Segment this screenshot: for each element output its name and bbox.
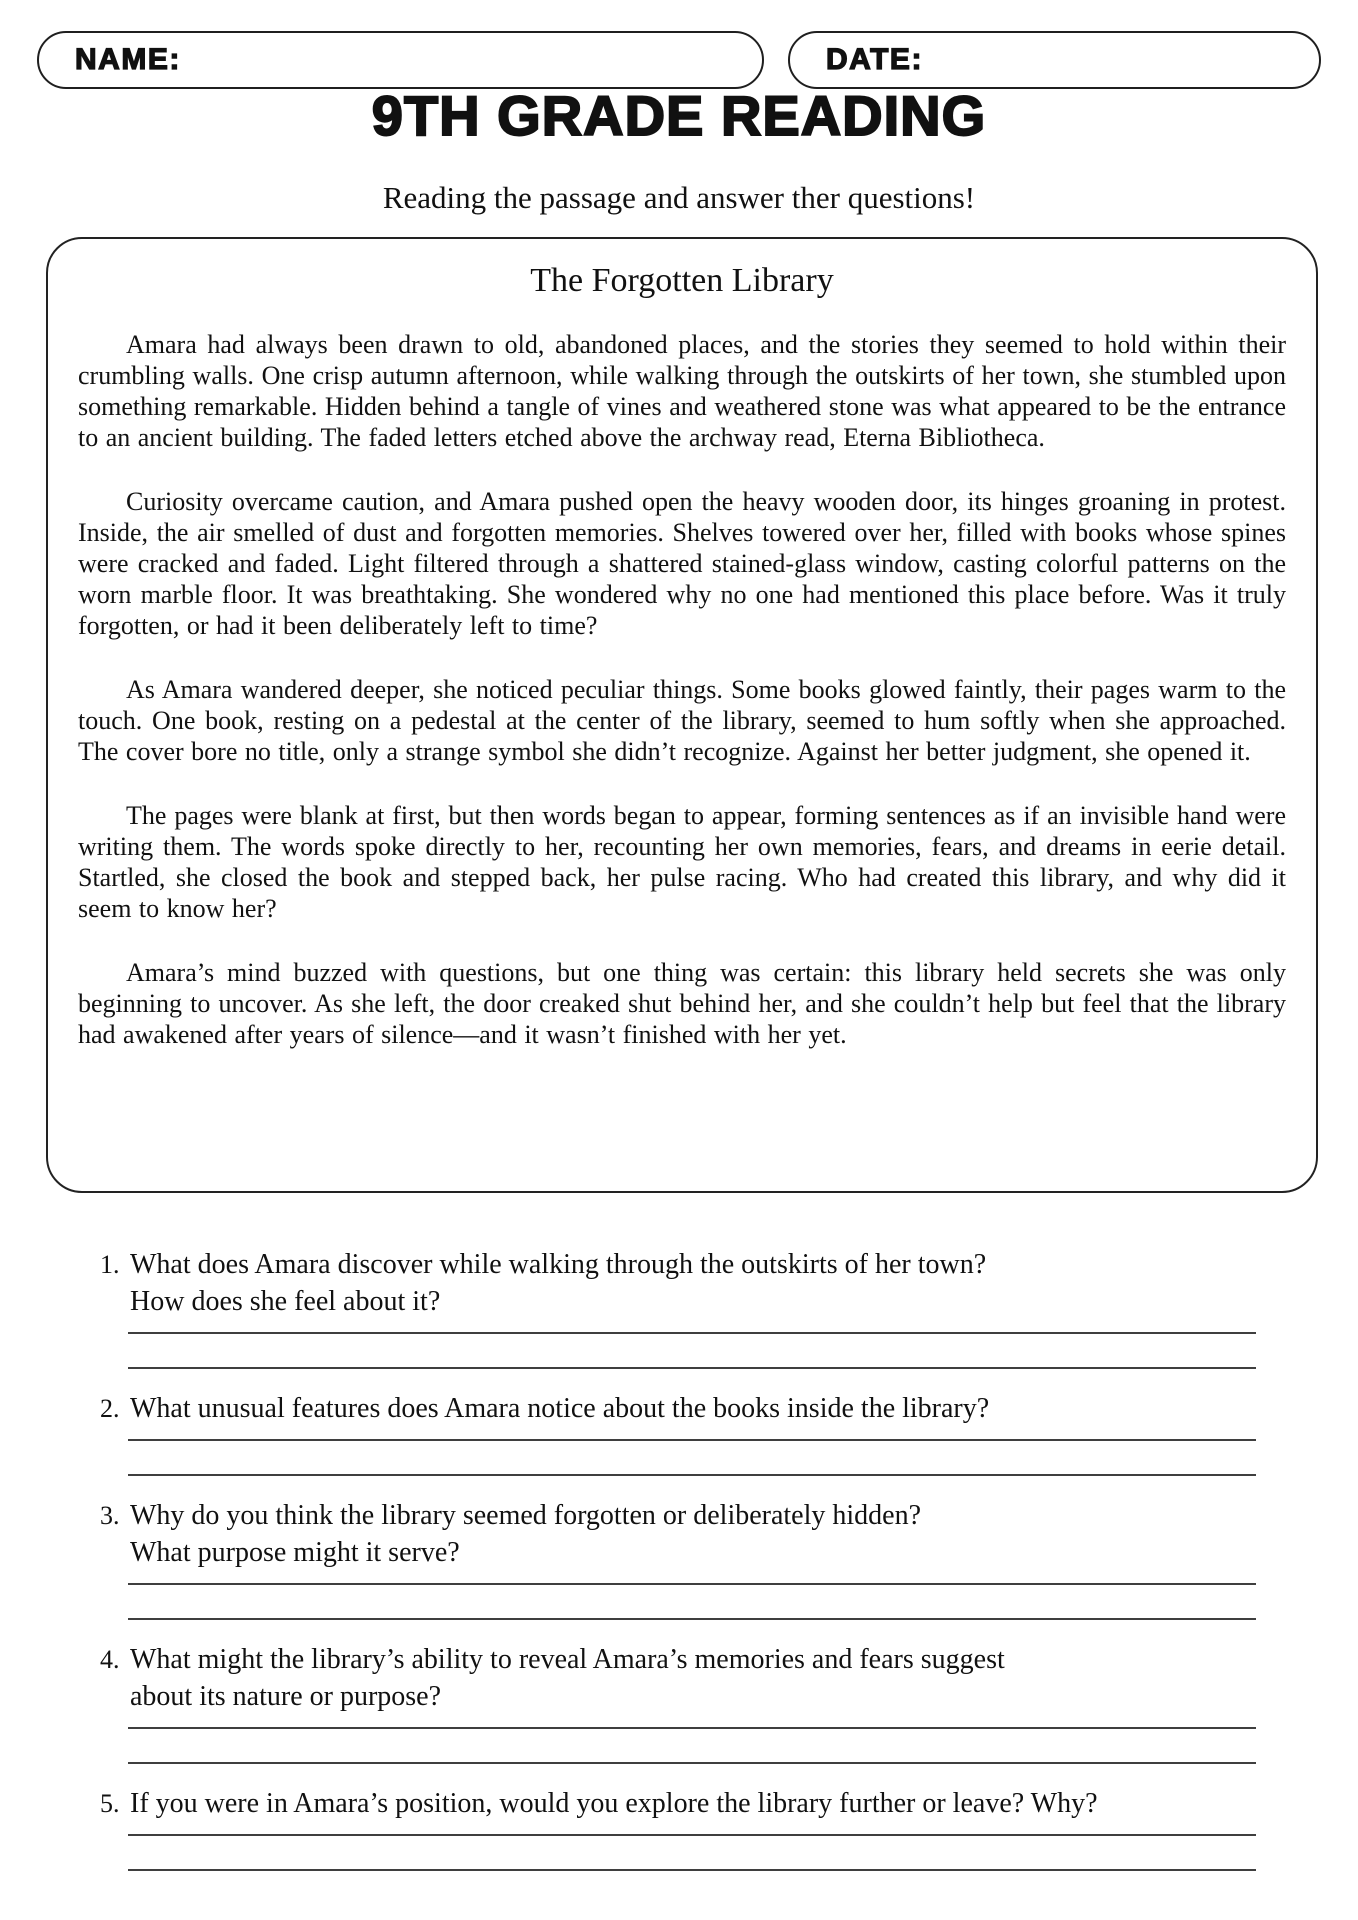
passage-paragraph-3: As Amara wandered deeper, she noticed peculiar things. Some books glowed faintly, their pages warm to the touch. One book, resting on a pedestal at the center of the library, seemed to hum softly when she approached. The cover bore no title, only a strange symbol she didn’t recognize. Against her better judgment, she opened it. <box>78 675 1286 766</box>
answer-line[interactable] <box>128 1367 1256 1369</box>
answer-line[interactable] <box>128 1439 1256 1441</box>
question-text-line: What unusual features does Amara notice about the books inside the library? <box>130 1393 990 1424</box>
question-text-line: What purpose might it serve? <box>130 1537 460 1568</box>
name-field[interactable] <box>37 31 764 89</box>
questions-section <box>100 1196 1256 1892</box>
passage-title: The Forgotten Library <box>530 262 834 299</box>
passage-paragraph-4: The pages were blank at first, but then words began to appear, forming sentences as if an invisible hand were writing them. The words spoke directly to her, recounting her own memories, fears, and dreams in eerie detail. Startled, she closed the book and stepped back, her pulse racing. Who had created this library, and why did it seem to know her? <box>78 801 1286 923</box>
question-text-line: If you were in Amara’s position, would you explore the library further or leave? Why? <box>130 1788 1098 1819</box>
worksheet-subtitle: Reading the passage and answer ther questions! <box>382 180 976 215</box>
worksheet-title: 9TH GRADE READING <box>371 84 987 147</box>
answer-line[interactable] <box>128 1618 1256 1620</box>
question-text-line: Why do you think the library seemed forgotten or deliberately hidden? <box>130 1500 922 1531</box>
question-2 <box>100 1390 1256 1476</box>
question-text-line: What does Amara discover while walking through the outskirts of her town? <box>130 1249 987 1280</box>
answer-line[interactable] <box>128 1332 1256 1334</box>
question-text-line: What might the library’s ability to reveal Amara’s memories and fears suggest <box>130 1644 1005 1675</box>
question-5 <box>100 1785 1256 1871</box>
answer-line[interactable] <box>128 1583 1256 1585</box>
passage-paragraph-2: Curiosity overcame caution, and Amara pushed open the heavy wooden door, its hinges groaning in protest. Inside, the air smelled of dust and forgotten memories. Shelves towered over her, filled with books whose spines were cracked and faded. Light filtered through a shattered stained-glass window, casting colorful patterns on the worn marble floor. It was breathtaking. She wondered why no one had mentioned this place before. Was it truly forgotten, or had it been deliberately left to time? <box>78 487 1286 640</box>
passage-box <box>46 237 1318 1193</box>
date-field[interactable] <box>788 31 1321 89</box>
answer-line[interactable] <box>128 1834 1256 1836</box>
question-text-line: about its nature or purpose? <box>130 1681 442 1712</box>
answer-line[interactable] <box>128 1727 1256 1729</box>
date-label: DATE: <box>826 43 923 76</box>
question-4 <box>100 1641 1256 1764</box>
name-label: NAME: <box>75 43 181 76</box>
question-number: 3. <box>100 1501 120 1530</box>
question-number: 5. <box>100 1789 120 1818</box>
question-number: 2. <box>100 1394 120 1423</box>
question-text-line: How does she feel about it? <box>130 1286 441 1317</box>
answer-line[interactable] <box>128 1869 1256 1871</box>
question-3 <box>100 1497 1256 1620</box>
question-number: 4. <box>100 1645 120 1674</box>
passage-paragraph-1: Amara had always been drawn to old, abandoned places, and the stories they seemed to hold within their crumbling walls. One crisp autumn afternoon, while walking through the outskirts of her town, she stumbled upon something remarkable. Hidden behind a tangle of vines and weathered stone was what appeared to be the entrance to an ancient building. The faded letters etched above the archway read, Eterna Bibliotheca. <box>78 330 1286 452</box>
question-1 <box>100 1246 1256 1369</box>
passage-paragraph-5: Amara’s mind buzzed with questions, but one thing was certain: this library held secrets she was only beginning to uncover. As she left, the door creaked shut behind her, and she couldn’t help but feel that the library had awakened after years of silence—and it wasn’t finished with her yet. <box>78 958 1286 1049</box>
answer-line[interactable] <box>128 1474 1256 1476</box>
question-number: 1. <box>100 1250 120 1279</box>
answer-line[interactable] <box>128 1762 1256 1764</box>
